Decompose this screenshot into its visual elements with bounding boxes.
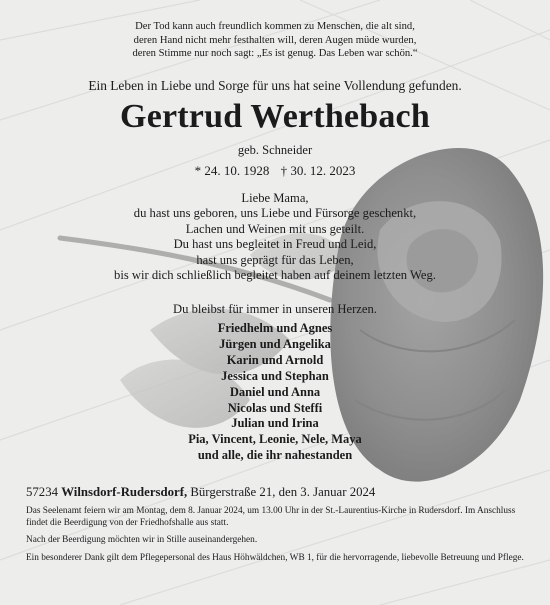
family-member: Jessica und Stephan [221,368,329,383]
address-and-date: Bürgerstraße 21, den 3. Januar 2024 [190,485,376,499]
death-date: † 30. 12. 2023 [280,163,356,178]
life-dates [0,163,550,179]
silence-note: Nach der Beerdigung möchten wir in Stille auseinandergehen. [26,535,258,546]
family-member: Daniel und Anna [229,384,321,399]
farewell-poem [30,191,520,283]
deceased-name: Gertrud Werthebach [120,98,430,135]
postcode: 57234 [26,485,58,499]
opening-quote [30,20,520,61]
family-member: Jürgen und Angelika [219,336,331,351]
poem-line: Du hast uns begleitet in Freud und Leid, [173,237,377,252]
family-member: und alle, die ihr nahestanden [197,448,353,463]
poem-line: hast uns geprägt für das Leben, [196,252,354,267]
quote-line: deren Hand nicht mehr festhalten will, deren Augen müde wurden, [133,34,417,46]
intro-sentence: Ein Leben in Liebe und Sorge für uns hat seine Vollendung gefunden. [88,78,462,93]
thanks-note: Ein besonderer Dank gilt dem Pflegepersonal des Haus Höhwäldchen, WB 1, für die hervorragende, liebevolle Betreuung und Pflege. [26,552,524,563]
place-and-date [26,485,375,500]
family-member: Karin und Arnold [226,352,324,367]
family-list [0,321,550,464]
birth-name: geb. Schneider [237,143,313,157]
town: Wilnsdorf-Rudersdorf, [61,485,188,499]
family-member: Nicolas und Steffi [227,400,323,415]
remembrance-line: Du bleibst für immer in unseren Herzen. [173,302,377,316]
family-member: Julian und Irina [231,416,319,431]
poem-line: Lachen und Weinen mit uns geteilt. [185,221,365,236]
birth-date: * 24. 10. 1928 [194,163,270,178]
poem-line: Liebe Mama, [241,191,309,205]
quote-line: Der Tod kann auch freundlich kommen zu Menschen, die alt sind, [135,21,415,32]
funeral-note: Das Seelenamt feiern wir am Montag, dem 8. Januar 2024, um 13.00 Uhr in der St.-Laurentius-Kirche in Rudersdorf. Im Anschluss findet die Beerdigung von der Friedhofshalle aus statt. [26,506,516,529]
service-notes [26,505,524,569]
poem-line: bis wir dich schließlich begleitet haben auf deinem letzten Weg. [114,268,436,283]
poem-line: du hast uns geboren, uns Liebe und Fürsorge geschenkt, [133,206,417,221]
quote-line: deren Stimme nur noch sagt: „Es ist genug. Das Leben war schön.“ [132,48,418,59]
family-member: Friedhelm und Agnes [217,321,333,335]
family-member: Pia, Vincent, Leonie, Nele, Maya [188,432,362,447]
